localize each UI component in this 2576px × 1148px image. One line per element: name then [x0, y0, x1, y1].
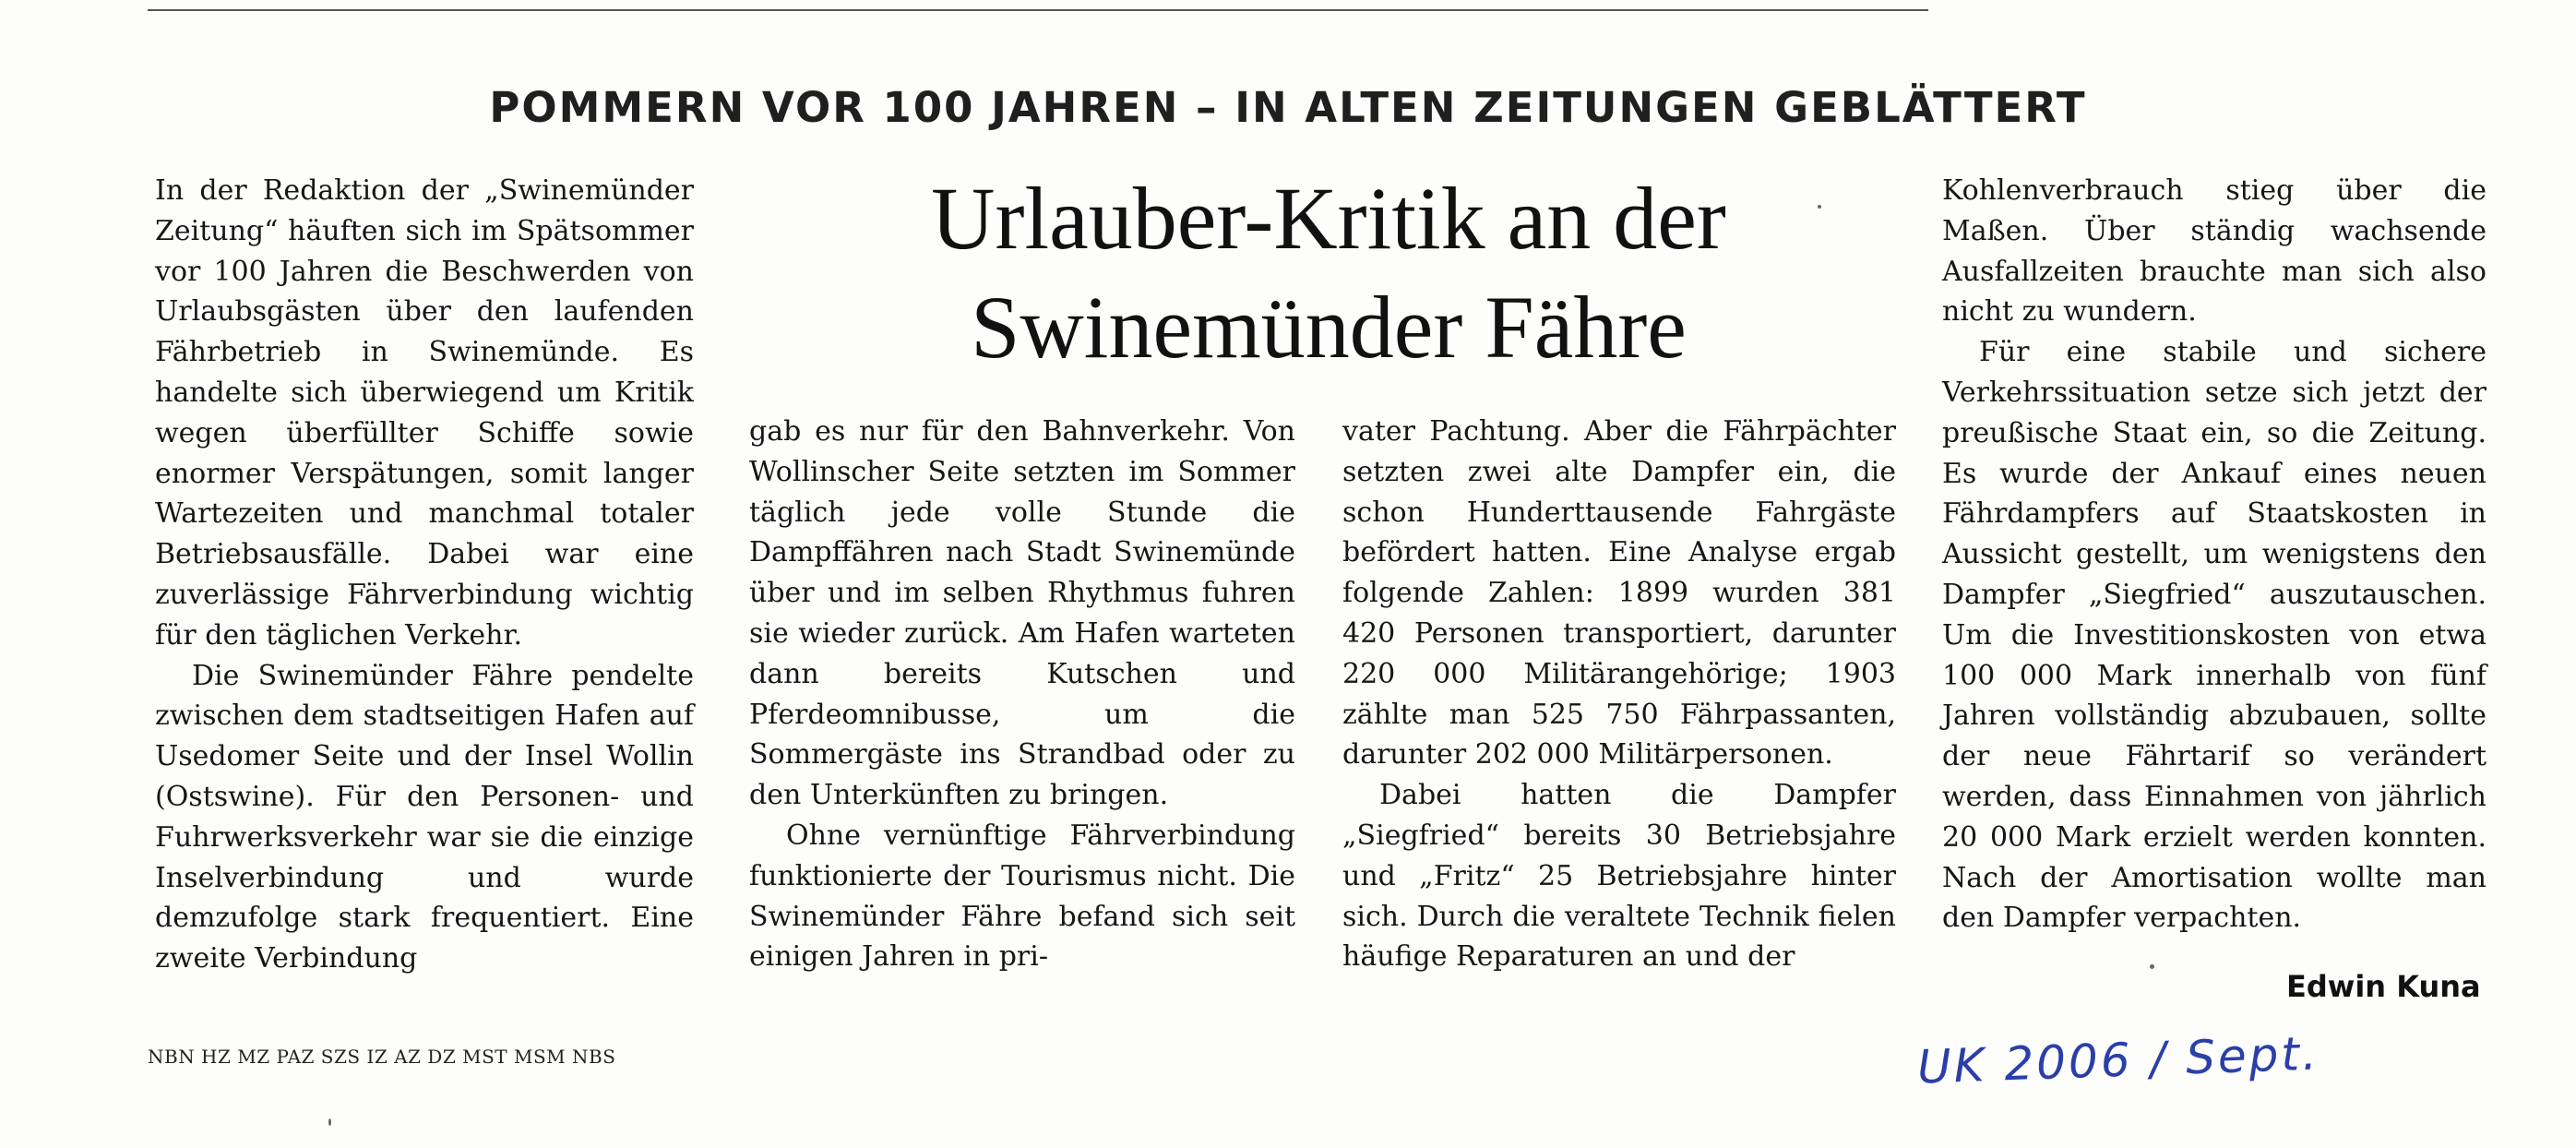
paragraph: gab es nur für den Bahnverkehr. Von Wollinscher Seite setzten im Sommer täglich jede volle Stunde die Dampffähren nach Stadt Swinemünde über und im selben Rhythmus fuhren sie wieder zurück. Am Hafen warteten dann bereits Kutschen und Pferdeomnibusse, um die Sommergäste ins Strandbad oder zu den Unterkünften zu bringen. — [749, 415, 1295, 812]
newspaper-editions-list: NBN HZ MZ PAZ SZS IZ AZ DZ MST MSM NBS — [148, 1046, 616, 1068]
paragraph: Die Swinemünder Fähre pendelte zwischen dem stadtseitigen Hafen auf Usedomer Seite und der Insel Wollin (Ostswine). Für den Personen- und Fuhrwerksverkehr war sie die einzige Inselverbindung und wurde demzufolge stark frequentiert. Eine zweite Verbindung — [155, 659, 694, 975]
paragraph: Dabei hatten die Dampfer „Siegfried“ bereits 30 Betriebsjahre und „Fritz“ 25 Betriebsjahre hinter sich. Durch die veraltete Technik fielen häufige Reparaturen an und der — [1342, 779, 1896, 974]
series-kicker: POMMERN VOR 100 JAHREN – IN ALTEN ZEITUNGEN GEBLÄTTERT — [489, 83, 2087, 132]
article-headline: Urlauber-Kritik an der Swinemünder Fähre — [931, 169, 1726, 377]
scan-speck — [328, 1118, 331, 1126]
cropped-previous-article-strip — [0, 0, 2576, 18]
paragraph: Für eine stabile und sichere Verkehrssituation setze sich jetzt der preußische Staat ein, so die Zeitung. Es wurde der Ankauf eines neuen Fährdampfers auf Staatskosten in Aussicht gestellt, um wenigstens den Dampfer „Siegfried“ auszutauschen. Um die Investitionskosten von etwa 100 000 Mark innerhalb von fünf Jahren vollständig abzubauen, sollte der neue Fährtarif so verändert werden, dass Einnahmen von jährlich 20 000 Mark erzielt werden konnten. Nach der Amortisation wollte man den Dampfer verpachten. — [1942, 336, 2487, 935]
paragraph: Kohlenverbrauch stieg über die Maßen. Über ständig wachsende Ausfallzeiten brauchte man sich also nicht zu wundern. — [1942, 174, 2487, 329]
author-byline: Edwin Kuna — [2286, 969, 2481, 1004]
scan-speck — [2150, 964, 2154, 969]
scan-speck — [1818, 205, 1821, 209]
article-column-2 — [749, 412, 1295, 977]
article-column-1 — [155, 171, 694, 979]
top-rule — [148, 9, 1928, 11]
article-column-3 — [1342, 412, 1896, 977]
paragraph: In der Redaktion der „Swinemünder Zeitung“ häuften sich im Spätsommer vor 100 Jahren die Beschwerden von Urlaubsgästen über den laufenden Fährbetrieb in Swinemünde. Es handelte sich überwiegend um Kritik wegen überfüllter Schiffe sowie enormer Verspätungen, somit langer Wartezeiten und manchmal totaler Betriebsausfälle. Dabei war eine zuverlässige Fährverbindung wichtig für den täglichen Verkehr. — [155, 174, 694, 652]
paragraph: Ohne vernünftige Fährverbindung funktionierte der Tourismus nicht. Die Swinemünder Fähre befand sich seit einigen Jahren in pri- — [749, 819, 1295, 974]
article-column-4 — [1942, 171, 2487, 939]
handwritten-archive-note: UK 2006 / Sept. — [1916, 1026, 2320, 1094]
paragraph: vater Pachtung. Aber die Fährpächter setzten zwei alte Dampfer ein, die schon Hunderttausende Fahrgäste befördert hatten. Eine Analyse ergab folgende Zahlen: 1899 wurden 381 420 Personen transportiert, darunter 220 000 Militärangehörige; 1903 zählte man 525 750 Fährpassanten, darunter 202 000 Militärpersonen. — [1342, 415, 1896, 771]
